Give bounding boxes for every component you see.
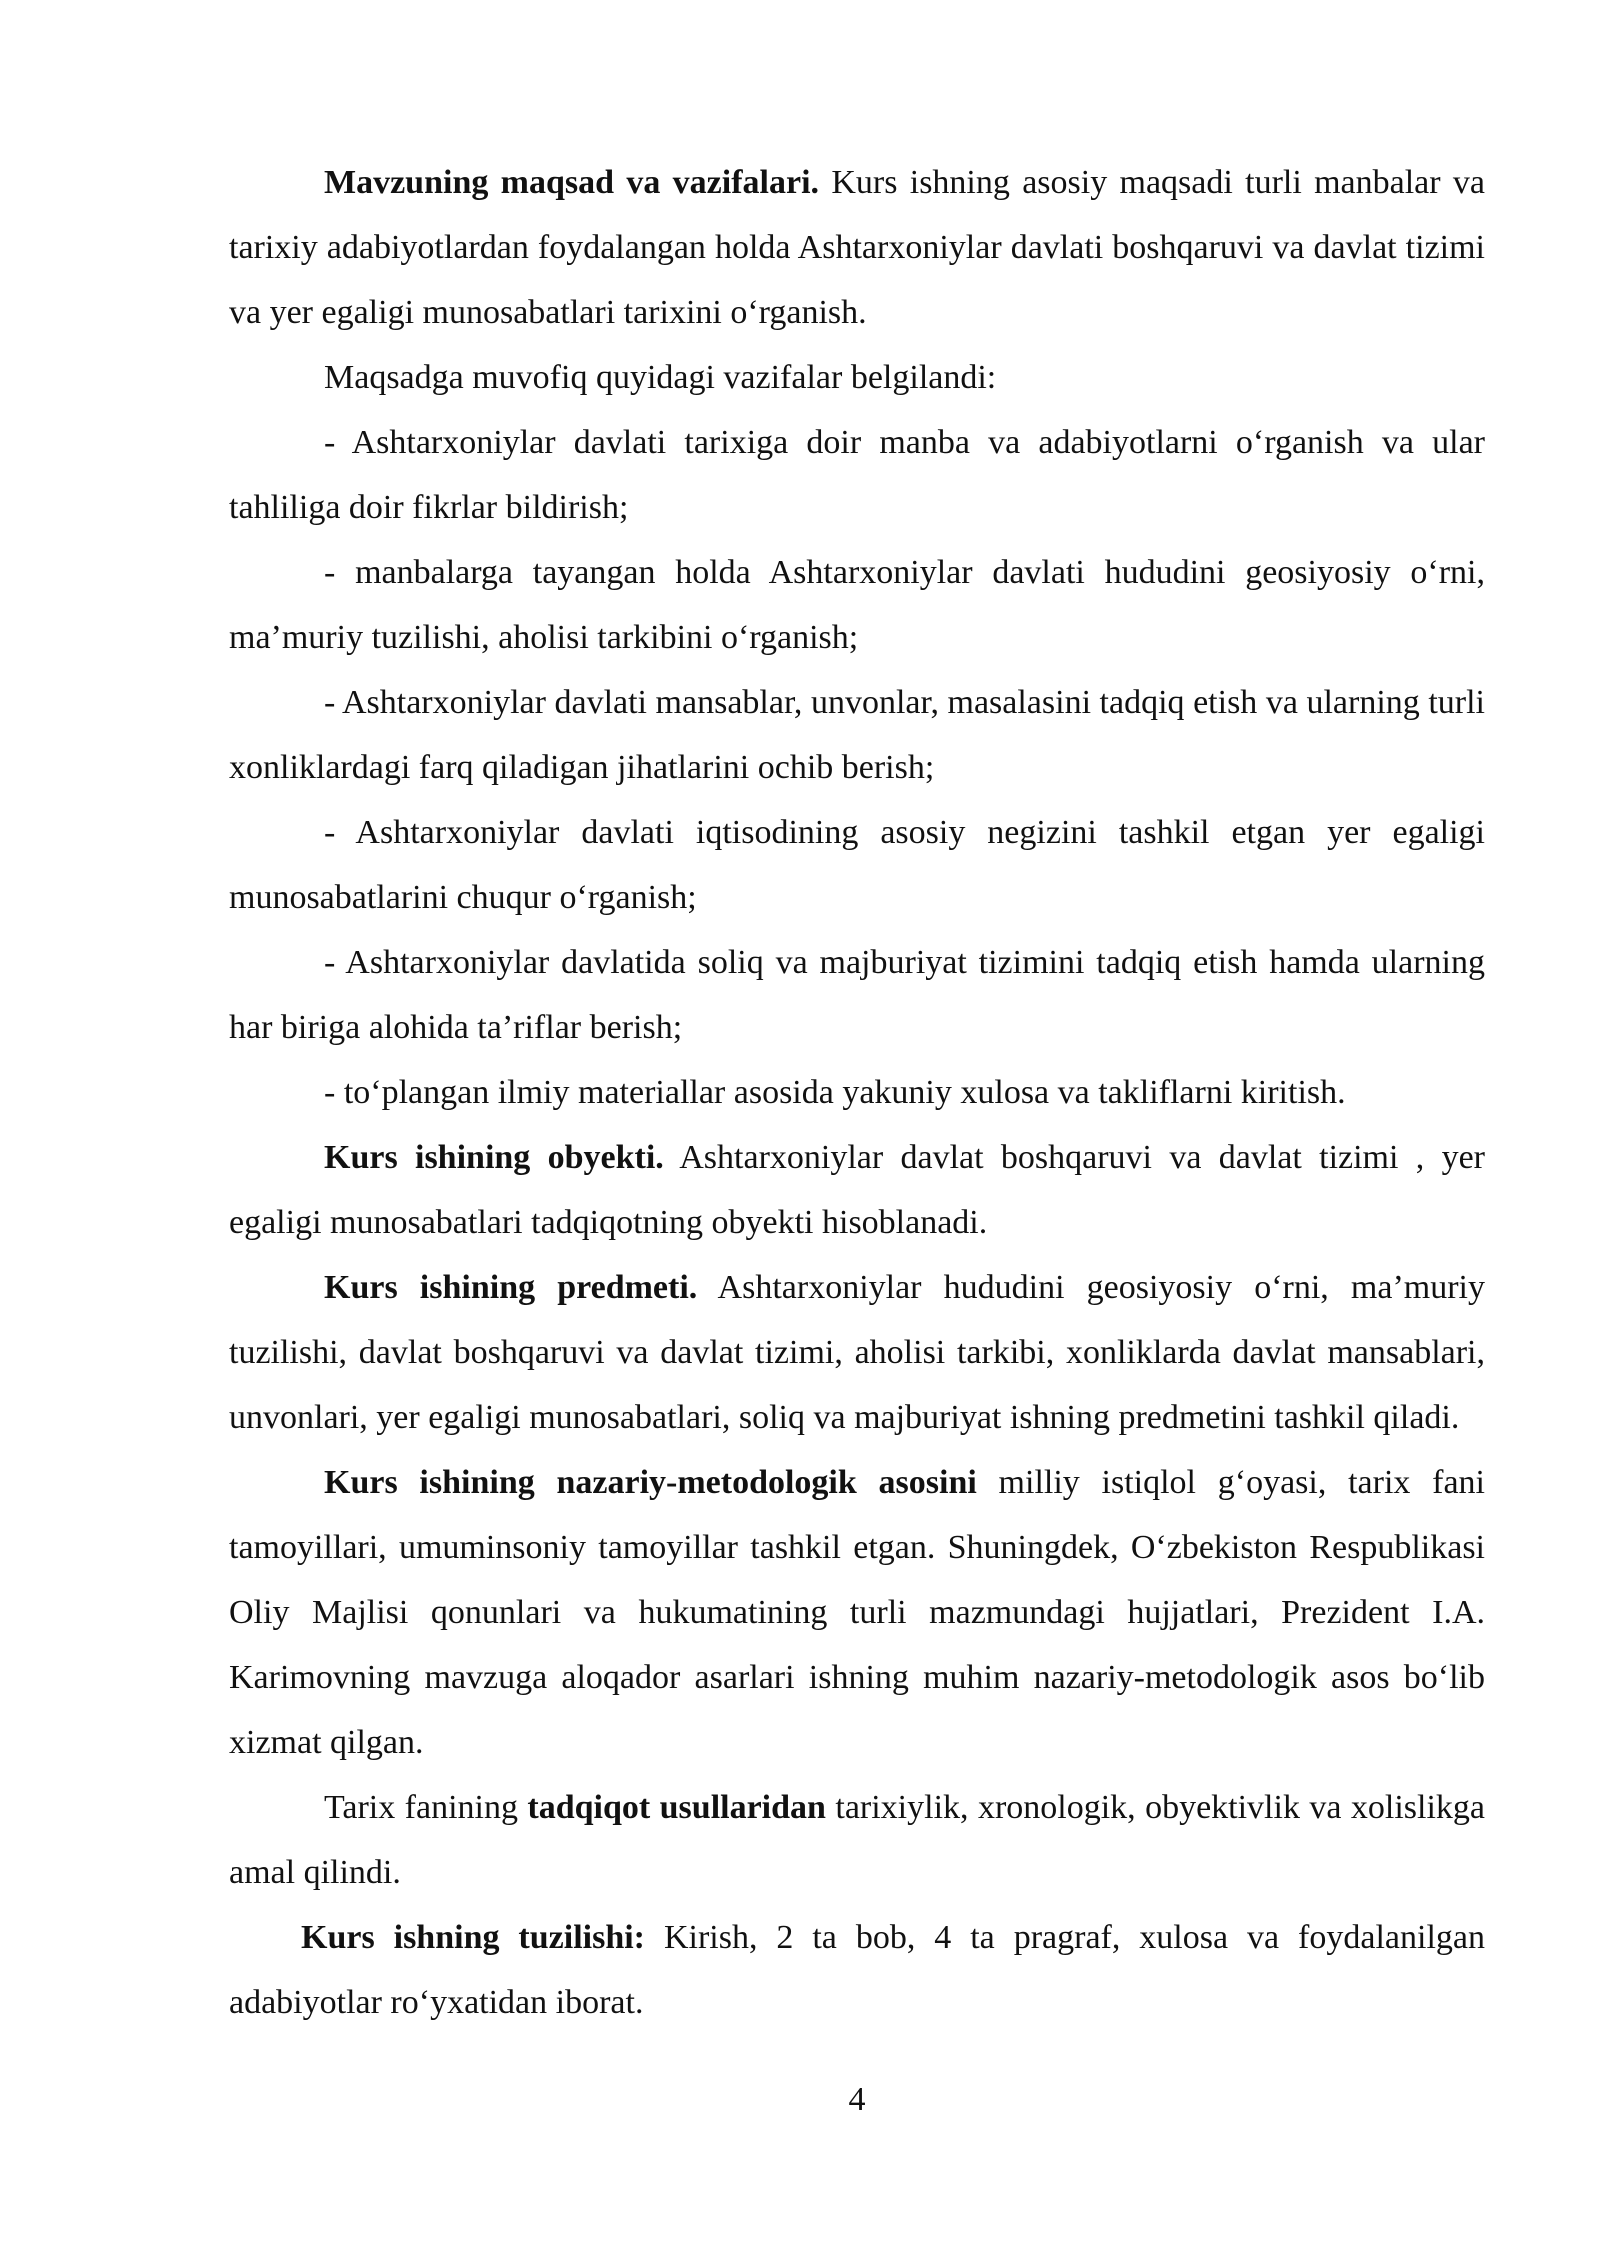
paragraph-text: Maqsadga muvofiq quyidagi vazifalar belgilandi: [324, 359, 997, 396]
paragraph-text: Ashtarxoniylar davlat boshqaruvi va davlat tizimi , yer egaligi munosabatlari tadqiqotning obyekti hisoblanadi. [229, 1139, 1485, 1241]
paragraph-text: tarixiylik, xronologik, obyektivlik va xolislikga amal qilindi. [229, 1789, 1485, 1891]
heading-structure: Kurs ishning tuzilishi: [301, 1919, 645, 1956]
paragraph-object [229, 1125, 1485, 1255]
list-item-task-5 [229, 930, 1485, 1060]
heading-object: Kurs ishining obyekti. [324, 1139, 664, 1176]
list-item-task-1 [229, 410, 1485, 540]
paragraph-text: - Ashtarxoniylar davlati tarixiga doir manba va adabiyotlarni o‘rganish va ular tahliliga doir fikrlar bildirish; [229, 424, 1485, 526]
paragraph-goals [229, 150, 1485, 345]
paragraph-methods [229, 1775, 1485, 1905]
document-page [229, 150, 1485, 2035]
paragraph-text: Ashtarxoniylar hududini geosiyosiy o‘rni, ma’muriy tuzilishi, davlat boshqaruvi va davlat tizimi, aholisi tarkibi, xonliklarda davlat mansablari, unvonlari, yer egaligi munosabatlari, soliq va majburiyat ishning predmetini tashkil qiladi. [229, 1269, 1485, 1436]
list-item-task-6 [229, 1060, 1485, 1125]
paragraph-text: - to‘plangan ilmiy materiallar asosida yakuniy xulosa va takliflarni kiritish. [324, 1074, 1346, 1111]
list-item-task-3 [229, 670, 1485, 800]
paragraph-text: - Ashtarxoniylar davlatida soliq va majburiyat tizimini tadqiq etish hamda ularning har biriga alohida ta’riflar berish; [229, 944, 1485, 1046]
list-item-task-4 [229, 800, 1485, 930]
paragraph-text: - Ashtarxoniylar davlati iqtisodining asosiy negizini tashkil etgan yer egaligi munosabatlarini chuqur o‘rganish; [229, 814, 1485, 916]
paragraph-text: Kirish, 2 ta bob, 4 ta pragraf, xulosa va foydalanilgan adabiyotlar ro‘yxatidan iborat. [229, 1919, 1485, 2021]
page-number: 4 [848, 2081, 866, 2118]
heading-goals: Mavzuning maqsad va vazifalari. [324, 164, 820, 201]
paragraph-text: milliy istiqlol g‘oyasi, tarix fani tamoyillari, umuminsoniy tamoyillar tashkil etgan. Shuningdek, O‘zbekiston Respublikasi Oliy Majlisi qonunlari va hukumatining turli mazmundagi hujjatlari, Prezident I.A. Karimovning mavzuga aloqador asarlari ishning muhim nazariy-metodologik asos bo‘lib xizmat qilgan. [229, 1464, 1485, 1761]
paragraph-methodology [229, 1450, 1485, 1775]
paragraph-structure [229, 1905, 1485, 2035]
paragraph-subject [229, 1255, 1485, 1450]
list-item-task-2 [229, 540, 1485, 670]
heading-subject: Kurs ishining predmeti. [324, 1269, 698, 1306]
paragraph-text: Tarix fanining [324, 1789, 528, 1826]
paragraph-text: - Ashtarxoniylar davlati mansablar, unvonlar, masalasini tadqiq etish va ularning turli xonliklardagi farq qiladigan jihatlarini ochib berish; [229, 684, 1485, 786]
paragraph-text: Kurs ishning asosiy maqsadi turli manbalar va tarixiy adabiyotlardan foydalangan holda Ashtarxoniylar davlati boshqaruvi va davlat tizimi va yer egaligi munosabatlari tarixini o‘rganish. [229, 164, 1485, 331]
paragraph-text: - manbalarga tayangan holda Ashtarxoniylar davlati hududini geosiyosiy o‘rni, ma’muriy tuzilishi, aholisi tarkibini o‘rganish; [229, 554, 1485, 656]
heading-methodology: Kurs ishining nazariy-metodologik asosini [324, 1464, 977, 1501]
heading-methods: tadqiqot usullaridan [527, 1789, 826, 1826]
paragraph-tasks-intro [229, 345, 1485, 410]
